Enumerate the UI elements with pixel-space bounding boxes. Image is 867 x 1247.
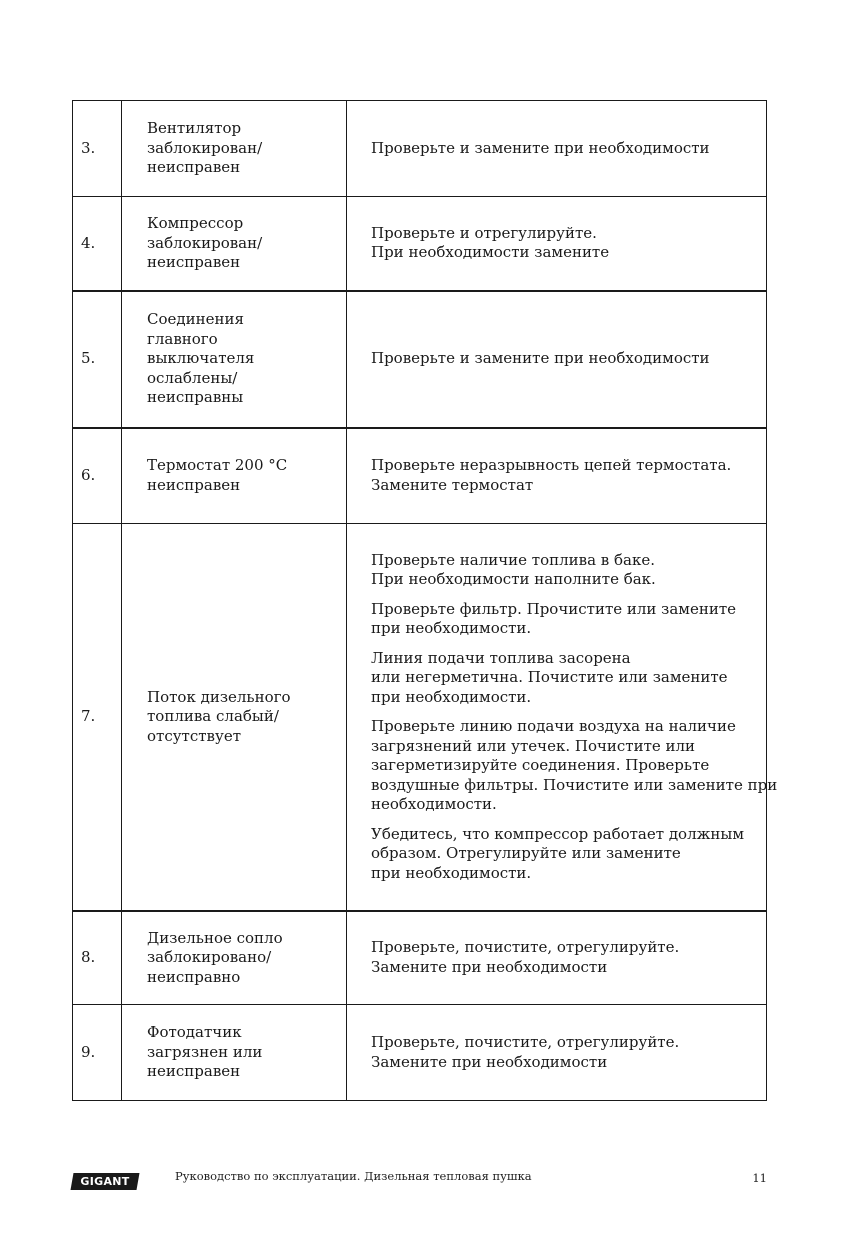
fault-line: Поток дизельного	[147, 687, 291, 706]
fault-line: ослаблены/	[147, 368, 238, 387]
fault-line: неисправен	[147, 1062, 241, 1081]
action-line: Проверьте, почистите, отрегулируйте.	[371, 1033, 680, 1051]
action-paragraph	[371, 1033, 756, 1072]
table-row	[73, 291, 767, 428]
fault-line: топлива слабый/	[147, 707, 279, 725]
action-cell	[347, 197, 767, 291]
fault-line: заблокирован/	[147, 233, 263, 252]
fault-cell	[122, 911, 347, 1005]
action-cell	[347, 1005, 767, 1101]
fault-line: главного	[147, 329, 218, 348]
action-paragraph	[371, 349, 756, 369]
action-line: при необходимости.	[371, 863, 532, 882]
fault-line: неисправны	[147, 388, 244, 407]
row-number: 7.	[73, 524, 122, 911]
table-row	[73, 428, 767, 524]
action-paragraph	[371, 717, 778, 815]
action-cell	[347, 291, 767, 428]
gigant-logo	[71, 1173, 140, 1190]
table-body	[73, 101, 778, 1101]
table-row	[73, 911, 767, 1005]
troubleshooting-table	[72, 100, 778, 1101]
table-row	[73, 197, 767, 291]
fault-line: заблокирован/	[147, 138, 263, 157]
action-cell	[347, 524, 778, 911]
action-line: необходимости.	[371, 795, 497, 813]
fault-cell	[122, 291, 347, 428]
action-line: Проверьте неразрывность цепей термостата.	[371, 456, 732, 475]
fault-line: заблокировано/	[147, 948, 272, 966]
action-line: Проверьте фильтр. Прочистите или замените	[371, 599, 737, 618]
action-paragraph	[371, 224, 756, 263]
fault-line: неисправен	[147, 158, 241, 177]
fault-cell	[122, 101, 347, 197]
action-line: Замените при необходимости	[371, 1052, 608, 1071]
action-line: При необходимости замените	[371, 243, 610, 262]
fault-line: загрязнен или	[147, 1042, 263, 1061]
page-number: 11	[752, 1171, 767, 1185]
action-line: Замените при необходимости	[371, 957, 608, 976]
action-line: Проверьте наличие топлива в баке.	[371, 550, 655, 569]
fault-cell	[122, 197, 347, 291]
action-line: при необходимости.	[371, 619, 532, 637]
fault-line: выключателя	[147, 349, 255, 368]
action-line: Проверьте, почистите, отрегулируйте.	[371, 938, 680, 957]
row-number: 8.	[73, 911, 122, 1005]
action-cell	[347, 911, 767, 1005]
action-line: при необходимости.	[371, 687, 532, 706]
fault-line: неисправен	[147, 253, 241, 271]
action-line: Проверьте и отрегулируйте.	[371, 223, 597, 242]
action-paragraph	[371, 456, 756, 495]
action-line: Проверьте и замените при необходимости	[371, 349, 710, 368]
action-line: Убедитесь, что компрессор работает должным	[371, 824, 745, 843]
action-line: воздушные фильтры. Почистите или замените при	[371, 775, 778, 794]
action-paragraph	[371, 649, 756, 708]
fault-line: Соединения	[147, 310, 244, 329]
action-line: Замените термостат	[371, 475, 534, 494]
row-number: 5.	[73, 291, 122, 428]
action-paragraph	[371, 551, 756, 590]
row-number: 4.	[73, 197, 122, 291]
fault-line: неисправно	[147, 967, 241, 986]
logo-text: GIGANT	[80, 1175, 130, 1188]
action-line: загрязнений или утечек. Почистите или	[371, 736, 696, 755]
fault-line: неисправен	[147, 475, 241, 494]
action-paragraph	[371, 139, 756, 159]
fault-cell	[122, 524, 347, 911]
fault-line: отсутствует	[147, 726, 241, 745]
fault-cell	[122, 1005, 347, 1101]
footer-title: Руководство по эксплуатации. Дизельная тепловая пушка	[175, 1169, 532, 1183]
action-line: Проверьте и замените при необходимости	[371, 138, 710, 157]
action-line: При необходимости наполните бак.	[371, 570, 656, 588]
action-paragraph	[371, 938, 756, 977]
fault-line: Фотодатчик	[147, 1023, 242, 1042]
fault-line: Термостат 200 °C	[147, 456, 288, 475]
action-line: или негерметична. Почистите или замените	[371, 668, 728, 686]
fault-line: Вентилятор	[147, 119, 242, 138]
fault-line: Дизельное сопло	[147, 928, 283, 947]
action-line: Проверьте линию подачи воздуха на наличие	[371, 717, 736, 735]
action-line: Линия подачи топлива засорена	[371, 648, 631, 667]
row-number: 3.	[73, 101, 122, 197]
action-paragraph	[371, 825, 756, 884]
page-footer	[72, 1166, 767, 1196]
table-row	[73, 524, 767, 911]
action-line: образом. Отрегулируйте или замените	[371, 844, 681, 862]
action-cell	[347, 101, 767, 197]
action-line: загерметизируйте соединения. Проверьте	[371, 756, 710, 774]
action-cell	[347, 428, 767, 524]
row-number: 6.	[73, 428, 122, 524]
row-number: 9.	[73, 1005, 122, 1101]
table-row	[73, 101, 767, 197]
action-paragraph	[371, 600, 756, 639]
table-row	[73, 1005, 767, 1101]
fault-cell	[122, 428, 347, 524]
fault-line: Компрессор	[147, 214, 244, 232]
